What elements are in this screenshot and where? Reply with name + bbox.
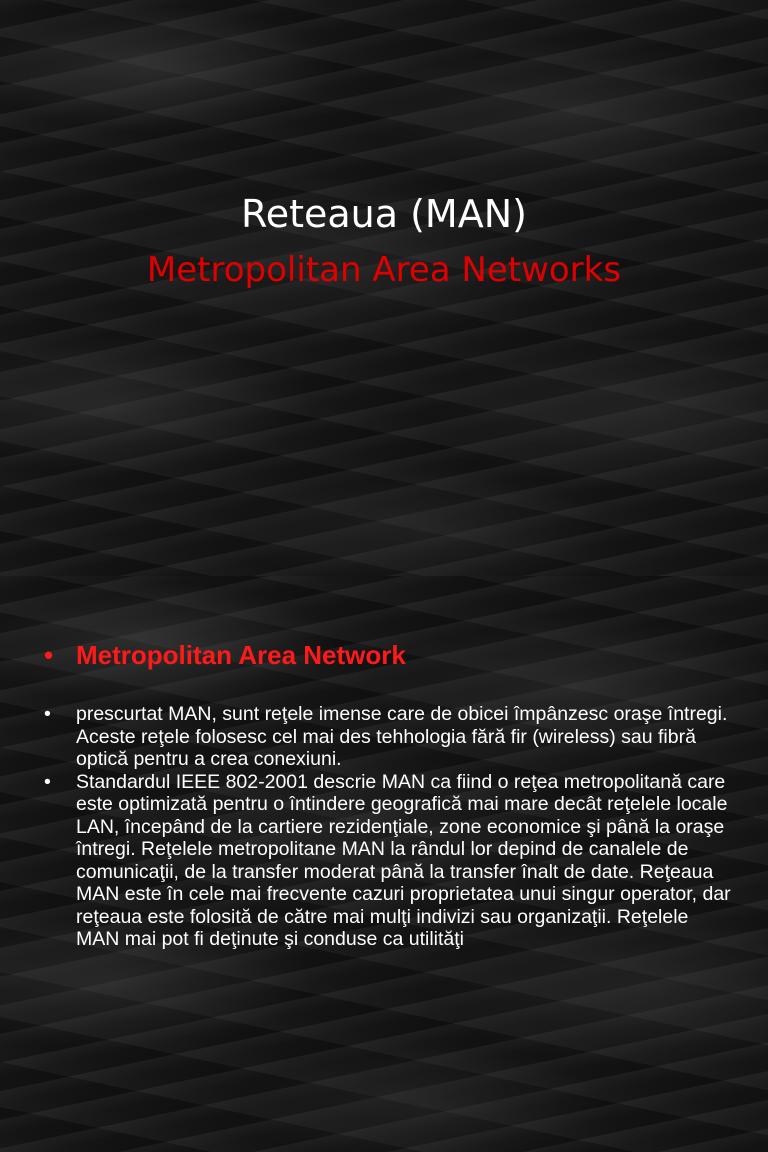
heading-bullet: •	[44, 640, 54, 670]
bullet-text: Standardul IEEE 802-2001 descrie MAN ca fiind o reţea metropolitană care este optimizată pentru o întindere geografică mai mare decât reţelele locale LAN, începând de la cartiere rezidenţiale, zone economice şi până la oraşe întregi. Reţelele metropolitane MAN la rândul lor depind de canalele de comunicaţii, de la transfer moderat până la transfer înalt de date. Reţeaua MAN este în cele mai frecvente cazuri proprietatea unui singur operator, dar reţeaua este folosită de către mai mulţi indivizi sau organizaţii. Reţelele MAN mai pot fi deţinute şi conduse ca utilităţi	[76, 770, 731, 950]
list-item	[44, 771, 734, 951]
bullet-mark: •	[44, 703, 51, 725]
slide-subtitle: Metropolitan Area Networks	[146, 250, 622, 290]
slide-heading	[44, 640, 744, 671]
heading-text: Metropolitan Area Network	[76, 640, 406, 670]
bullet-text: prescurtat MAN, sunt reţele imense care de obicei împânzesc oraşe întregi. Aceste reţele folosesc cel mai des tehhologia fără fir (wireless) sau fibră optică pentru a crea conexiuni.	[76, 703, 728, 770]
bullet-mark: •	[44, 770, 51, 793]
list-item	[44, 703, 734, 771]
bullet-list	[44, 703, 734, 951]
slide-title: Reteaua (MAN)	[241, 192, 527, 236]
